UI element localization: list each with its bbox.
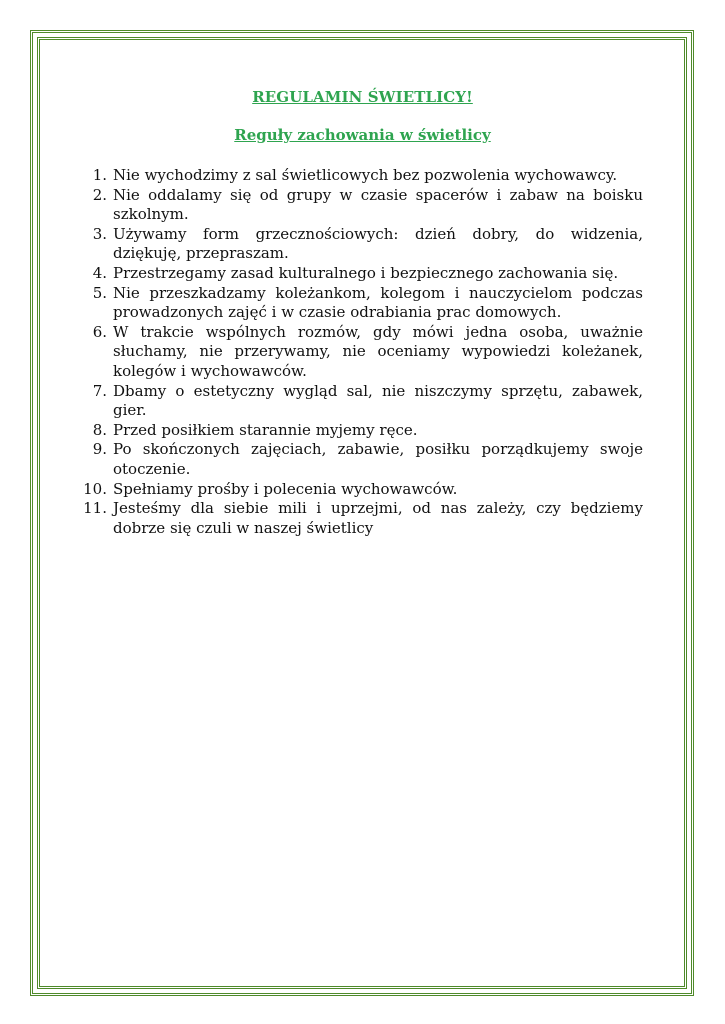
rule-number: 10.	[83, 479, 107, 498]
rule-item	[75, 421, 643, 441]
rule-text: Jesteśmy dla siebie mili i uprzejmi, od nas zależy, czy będziemy dobrze się czuli w naszej świetlicy	[113, 499, 643, 537]
rule-number: 11.	[83, 499, 107, 518]
rule-text: Spełniamy prośby i polecenia wychowawców.	[113, 479, 458, 498]
rule-text: Przestrzegamy zasad kulturalnego i bezpiecznego zachowania się.	[113, 263, 619, 282]
rule-item	[75, 225, 643, 264]
rule-item	[75, 284, 643, 323]
rule-number: 8.	[92, 420, 107, 439]
rule-item	[75, 264, 643, 284]
rules-list	[75, 166, 643, 538]
rule-text: Używamy form grzecznościowych: dzień dobry, do widzenia, dziękuję, przepraszam.	[113, 224, 643, 263]
rule-text: Nie oddalamy się od grupy w czasie spacerów i zabaw na boisku szkolnym.	[113, 185, 643, 224]
rule-text: Po skończonych zajęciach, zabawie, posiłku porządkujemy swoje otoczenie.	[113, 440, 643, 478]
rule-text: Nie wychodzimy z sal świetlicowych bez pozwolenia wychowawcy.	[113, 166, 618, 184]
rule-number: 1.	[92, 166, 107, 184]
rule-number: 4.	[92, 263, 107, 282]
rule-number: 7.	[92, 381, 107, 400]
rule-number: 9.	[92, 440, 107, 459]
rule-item	[75, 166, 643, 186]
page-subtitle: Reguły zachowania w świetlicy	[234, 126, 491, 144]
rule-number: 2.	[92, 185, 107, 204]
rule-item	[75, 480, 643, 500]
rule-text: Nie przeszkadzamy koleżankom, kolegom i nauczycielom podczas prowadzonych zajęć i w czasie odrabiania prac domowych.	[113, 283, 643, 322]
rule-item	[75, 499, 643, 538]
rule-item	[75, 440, 643, 479]
rule-number: 3.	[92, 224, 107, 243]
rule-item	[75, 186, 643, 225]
rule-number: 5.	[92, 283, 107, 302]
rule-text: Przed posiłkiem starannie myjemy ręce.	[113, 420, 418, 439]
rule-number: 6.	[92, 322, 107, 341]
rule-text: W trakcie wspólnych rozmów, gdy mówi jedna osoba, uważnie słuchamy, nie przerywamy, nie oceniamy wypowiedzi koleżanek, kolegów i wychowawców.	[113, 322, 643, 380]
page-title: REGULAMIN ŚWIETLICY!	[252, 88, 473, 106]
rule-item	[75, 323, 643, 382]
rule-text: Dbamy o estetyczny wygląd sal, nie niszczymy sprzętu, zabawek, gier.	[113, 381, 643, 420]
rule-item	[75, 382, 643, 421]
